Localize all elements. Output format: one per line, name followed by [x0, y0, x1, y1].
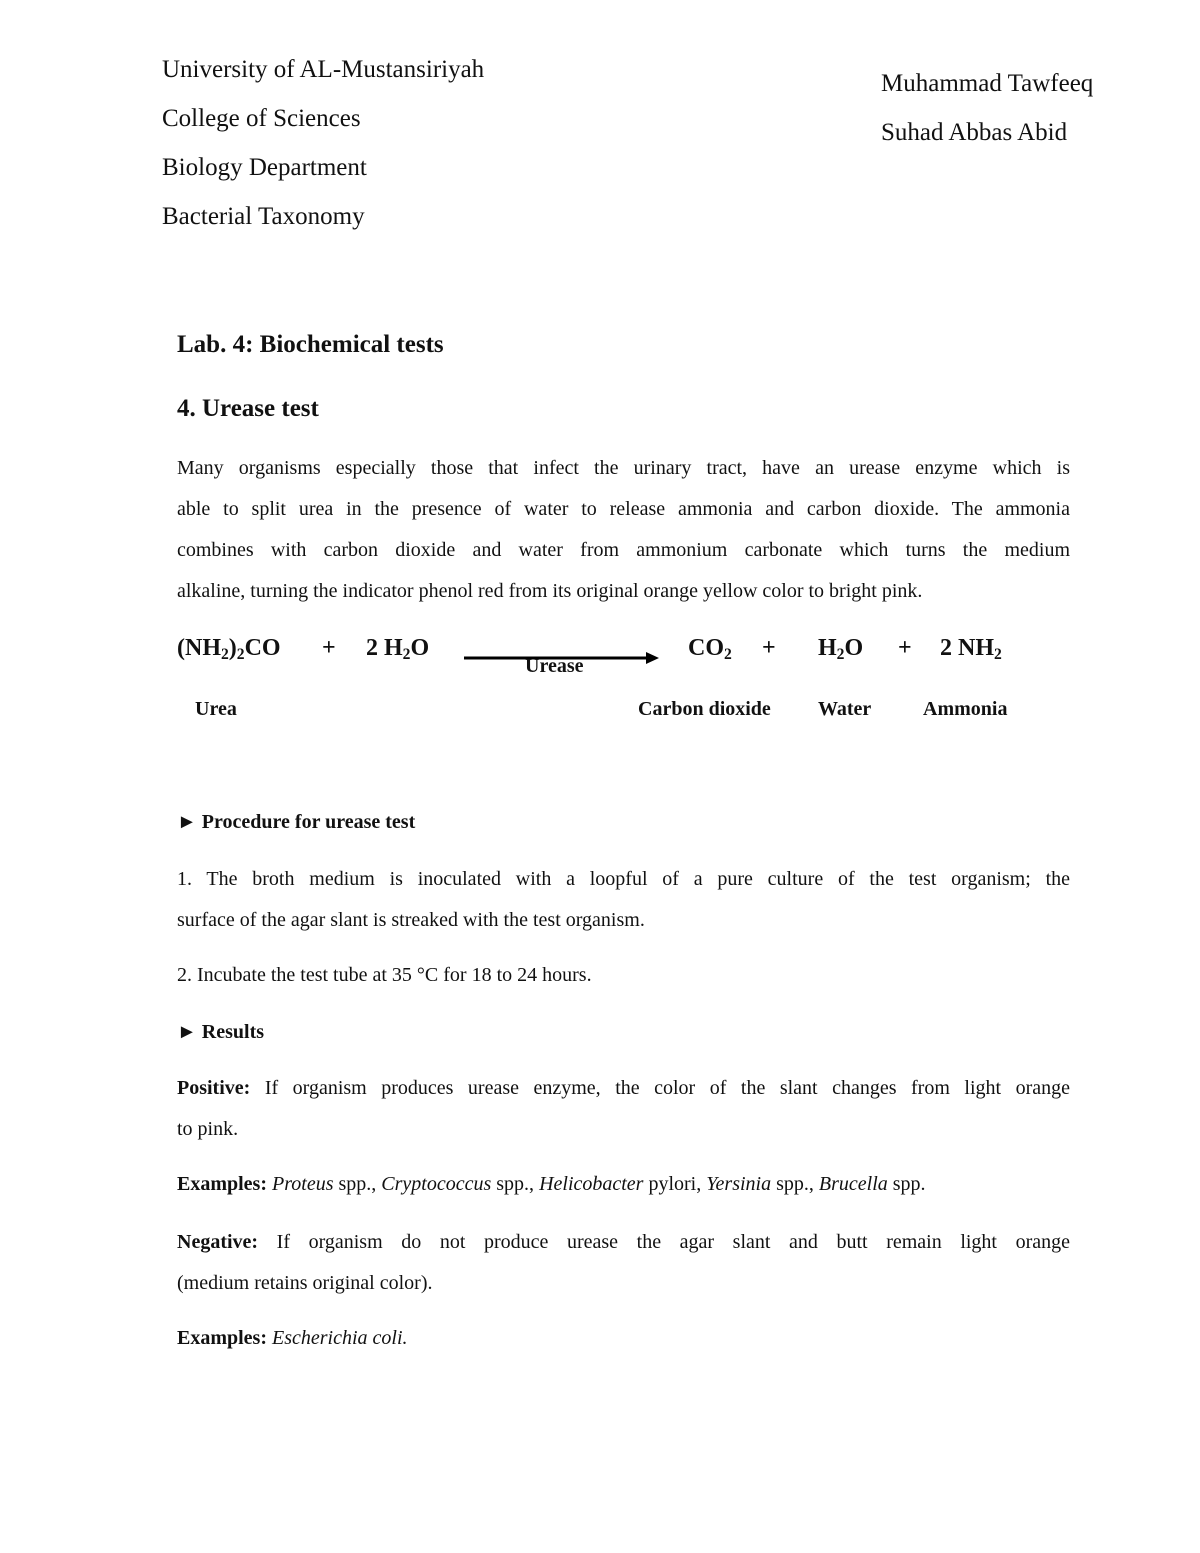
eq-plus-2: +	[762, 635, 776, 661]
eq-plus-1: +	[322, 635, 336, 661]
intro-paragraph	[177, 448, 1070, 612]
section-title: 4. Urease test	[177, 395, 319, 422]
author-1: Muhammad Tawfeeq	[881, 70, 1094, 97]
positive-label: Positive:	[177, 1077, 251, 1099]
intro-line: Many organisms especially those that infect the urinary tract, have an urease enzyme which is	[177, 457, 1070, 479]
triangle-bullet-icon: ►	[177, 1021, 197, 1043]
results-heading: ► Results	[177, 1021, 265, 1043]
department-name: Biology Department	[162, 154, 367, 181]
author-2: Suhad Abbas Abid	[881, 119, 1068, 146]
label-ammonia: Ammonia	[923, 698, 1008, 720]
label-carbon-dioxide: Carbon dioxide	[638, 698, 771, 720]
eq-water-product: $H_2O$	[818, 635, 864, 663]
positive-result: Positive: If organism produces urease enzyme, the color of the slant changes from light orange to pink.	[177, 1077, 1070, 1140]
procedure-step-1	[177, 859, 1070, 941]
triangle-bullet-icon: ►	[177, 811, 197, 833]
procedure-step-2: 2. Incubate the test tube at 35 °C for 18 to 24 hours.	[177, 964, 592, 986]
negative-label: Negative:	[177, 1231, 259, 1253]
university-name: University of AL-Mustansiriyah	[162, 56, 485, 83]
eq-plus-3: +	[898, 635, 912, 661]
college-name: College of Sciences	[162, 105, 361, 132]
eq-co2-product: $CO_2$	[688, 635, 732, 663]
arrow-enzyme-label: Urease	[525, 655, 584, 677]
negative-examples: Examples: Escherichia coli.	[177, 1327, 408, 1349]
positive-examples: Examples: Proteus spp., Cryptococcus spp., Helicobacter pylori, Yersinia spp., Brucella spp.	[177, 1173, 926, 1195]
step1-line: surface of the agar slant is streaked with the test organism.	[177, 909, 645, 931]
label-urea: Urea	[195, 698, 237, 720]
intro-line: alkaline, turning the indicator phenol red from its original orange yellow color to bright pink.	[177, 580, 923, 602]
step1-line: 1. The broth medium is inoculated with a loopful of a pure culture of the test organism; the	[177, 868, 1070, 890]
lab-title: Lab. 4: Biochemical tests	[177, 331, 444, 358]
label-water: Water	[818, 698, 872, 720]
intro-line: combines with carbon dioxide and water from ammonium carbonate which turns the medium	[177, 539, 1070, 561]
course-name: Bacterial Taxonomy	[162, 203, 365, 230]
eq-urea-formula: $(NH_2)_2CO$	[177, 635, 281, 663]
intro-line: able to split urea in the presence of water to release ammonia and carbon dioxide. The ammonia	[177, 498, 1070, 520]
negative-result: Negative: If organism do not produce urease the agar slant and butt remain light orange (medium retains original color).	[177, 1231, 1070, 1294]
eq-water-reactant: 2 $H_2O$	[366, 635, 430, 663]
eq-ammonia-product: 2 $NH_2$	[940, 635, 1002, 663]
procedure-heading: ► Procedure for urease test	[177, 811, 416, 833]
